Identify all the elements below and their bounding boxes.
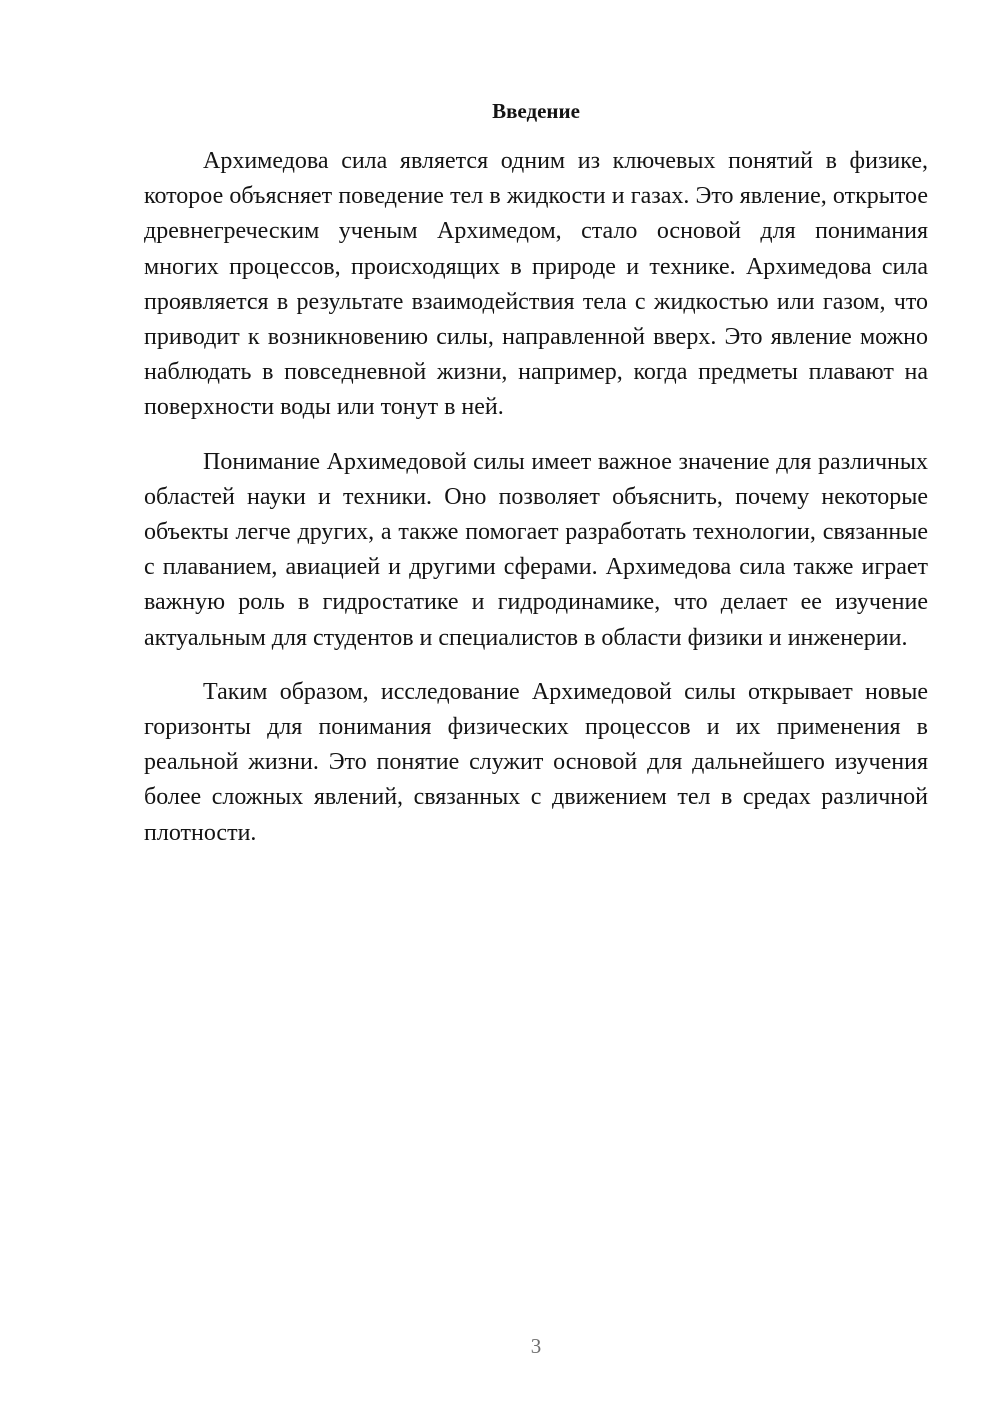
section-title: Введение [492,99,580,123]
paragraph-3: Таким образом, исследование Архимедовой силы открывает новые горизонты для понимания физических процессов и их применения в реальной жизни. Это понятие служит основой для дальнейшего изучения более сложных явлений, связанных с движением тел в средах различной плотности. [144,678,928,846]
paragraph-2: Понимание Архимедовой силы имеет важное значение для различных областей науки и техники. Оно позволяет объяснить, почему некоторые объекты легче других, а также помогает разработать технологии, связанные с плаванием, авиацией и другими сферами. Архимедова сила также играет важную роль в гидростатике и гидродинамике, что делает ее изучение актуальным для студентов и специалистов в области физики и инженерии. [144,448,928,651]
body-text [144,144,928,851]
page-number: 3 [530,1334,542,1358]
paragraph-1: Архимедова сила является одним из ключевых понятий в физике, которое объясняет поведение тел в жидкости и газах. Это явление, открытое древнегреческим ученым Архимедом, стало основой для понимания многих процессов, происходящих в природе и технике. Архимедова сила проявляется в результате взаимодействия тела с жидкостью или газом, что приводит к возникновению силы, направленной вверх. Это явление можно наблюдать в повседневной жизни, например, когда предметы плавают на поверхности воды или тонут в ней. [144,148,928,421]
